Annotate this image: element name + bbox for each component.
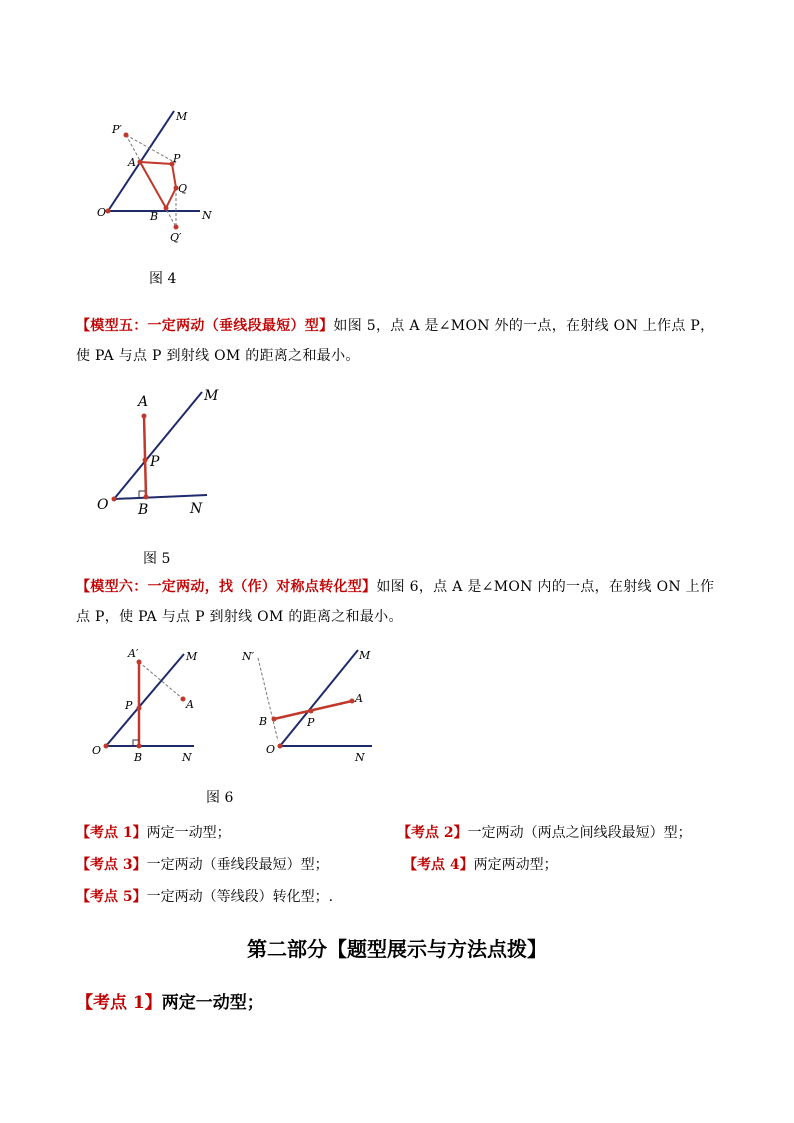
figure-4	[92, 100, 220, 248]
figure-6	[82, 636, 388, 768]
segment-ab	[144, 416, 146, 497]
label-p: P	[307, 716, 315, 729]
point-a	[138, 160, 143, 165]
model-6-tag: 【模型六：一定两动，找（作）对称点转化型】	[76, 579, 377, 595]
figure-6-left	[92, 647, 198, 764]
point-o	[106, 209, 111, 214]
point-b	[137, 744, 142, 749]
kaodian-2	[397, 822, 692, 842]
kaodian-3	[76, 854, 329, 874]
kaodian-2-text: 一定两动（两点之间线段最短）型；	[467, 825, 692, 841]
figure-5-diagram	[92, 380, 222, 520]
label-n: N	[182, 751, 192, 764]
label-a: A	[128, 156, 136, 169]
subsection-heading	[76, 988, 264, 1013]
label-o: O	[97, 497, 109, 513]
point-o	[112, 497, 117, 502]
ray-om	[114, 392, 202, 499]
figure-5	[92, 380, 222, 520]
ray-on	[114, 495, 207, 499]
model-5-tag: 【模型五：一定两动（垂线段最短）型】	[76, 318, 334, 334]
kaodian-1-text: 两定一动型；	[146, 825, 231, 841]
figure-6-right	[241, 649, 372, 764]
point-a	[350, 699, 355, 704]
label-q: Q	[178, 182, 188, 195]
point-b	[144, 495, 149, 500]
label-a: A	[355, 692, 363, 705]
model-5-paragraph	[76, 311, 716, 371]
kaodian-1	[76, 822, 231, 842]
model-6-paragraph	[76, 572, 716, 632]
label-a: A	[186, 698, 194, 711]
red-path	[140, 162, 176, 208]
label-a: A	[138, 394, 149, 410]
label-p: P	[173, 152, 181, 165]
model-5-text: 如图 5，点 A 是∠MON 外的一点，在射线 ON 上作点 P，使 PA 与点 P 到射线 OM 的距离之和最小。	[76, 318, 715, 364]
kaodian-4-tag: 【考点 4】	[403, 857, 474, 873]
subsection-text: 两定一动型；	[161, 993, 264, 1013]
label-b: B	[134, 751, 143, 764]
point-pprime	[124, 133, 129, 138]
figure-6-diagram	[82, 636, 388, 768]
label-b: B	[138, 502, 149, 518]
figure-4-diagram	[92, 100, 220, 248]
label-pprime: P′	[112, 123, 122, 136]
label-n: N	[202, 209, 212, 222]
label-m: M	[176, 110, 188, 123]
label-b: B	[150, 210, 159, 223]
kaodian-5-tag: 【考点 5】	[76, 889, 147, 905]
point-a	[142, 414, 147, 419]
point-o	[278, 744, 283, 749]
point-p	[309, 709, 314, 714]
point-a	[181, 697, 186, 702]
kaodian-4	[403, 854, 558, 874]
kaodian-2-tag: 【考点 2】	[397, 825, 468, 841]
label-nprime: N′	[242, 650, 255, 663]
label-n: N	[355, 751, 365, 764]
kaodian-1-tag: 【考点 1】	[76, 825, 147, 841]
ray-om	[106, 654, 184, 746]
figure-4-caption: 图 4	[149, 271, 177, 287]
figure-6-caption: 图 6	[206, 790, 234, 806]
label-o: O	[92, 744, 102, 757]
section-title: 第二部分【题型展示与方法点拨】	[247, 937, 547, 961]
kaodian-4-text: 两定两动型；	[473, 857, 558, 873]
point-b	[272, 717, 277, 722]
label-aprime: A′	[128, 647, 139, 660]
ray-om	[280, 650, 358, 746]
kaodian-5-text: 一定两动（等线段）转化型；.	[146, 889, 334, 905]
point-aprime	[137, 660, 142, 665]
label-p: P	[150, 454, 160, 470]
kaodian-5	[76, 886, 333, 906]
label-m: M	[359, 649, 371, 662]
label-n: N	[190, 501, 203, 517]
model-6-text: 如图 6，点 A 是∠MON 内的一点，在射线 ON 上作点 P，使 PA 与点 P 到射线 OM 的距离之和最小。	[76, 579, 715, 625]
label-p: P	[125, 699, 133, 712]
kaodian-3-text: 一定两动（垂线段最短）型；	[146, 857, 329, 873]
point-p	[143, 458, 148, 463]
point-p	[137, 706, 142, 711]
point-b	[164, 206, 169, 211]
point-qprime	[174, 225, 179, 230]
subsection-tag: 【考点 1】	[76, 993, 162, 1013]
label-o: O	[266, 743, 276, 756]
label-qprime: Q′	[170, 231, 182, 244]
kaodian-3-tag: 【考点 3】	[76, 857, 147, 873]
label-m: M	[186, 650, 198, 663]
point-o	[104, 744, 109, 749]
label-b: B	[259, 715, 268, 728]
label-o: O	[97, 206, 107, 219]
figure-5-caption: 图 5	[143, 551, 171, 567]
label-m: M	[204, 388, 219, 404]
dashed-nprime	[258, 658, 278, 741]
